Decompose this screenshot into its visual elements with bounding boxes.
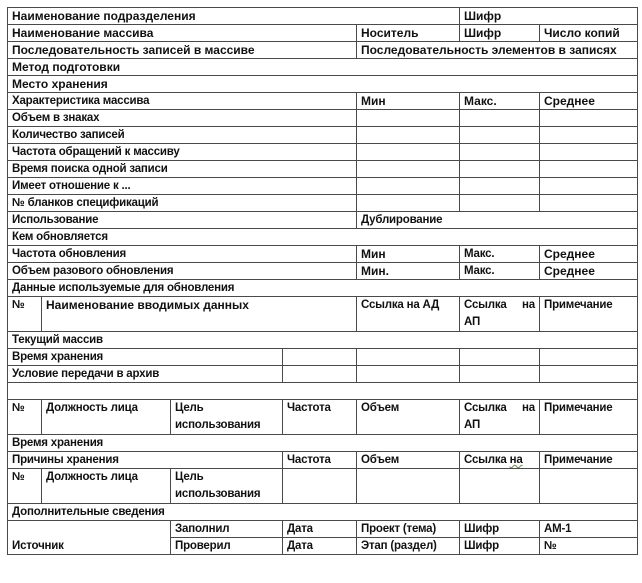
archive-condition-label: Условие передачи в архив: [8, 366, 283, 383]
row-update-data: [8, 280, 638, 297]
row-archive-condition: [8, 366, 638, 383]
row-storage-place: [8, 76, 638, 93]
max-cell[interactable]: [460, 178, 540, 195]
project-field[interactable]: Проект (тема): [357, 521, 460, 538]
record-sequence-field[interactable]: Последовательность записей в массиве: [8, 42, 357, 59]
additional-info-field[interactable]: Дополнительные сведения: [8, 504, 638, 521]
stage-field[interactable]: Этап (раздел): [357, 538, 460, 555]
archive-storage-time-field[interactable]: Время хранения: [8, 435, 638, 452]
archive-ref-header: [460, 452, 540, 469]
checked-by-field[interactable]: Проверил: [171, 538, 283, 555]
characteristic-label: Имеет отношение к ...: [8, 178, 357, 195]
users-frequency-header: Частота: [283, 400, 357, 435]
row-subdivision: [8, 8, 638, 25]
avg-cell[interactable]: [540, 127, 638, 144]
row-updated-by: [8, 229, 638, 246]
min-cell[interactable]: [357, 127, 460, 144]
filled-by-field[interactable]: Заполнил: [171, 521, 283, 538]
row-update-volume: [8, 263, 638, 280]
cell[interactable]: [540, 469, 638, 504]
row-archive-users: [8, 469, 638, 504]
form-number-field[interactable]: №: [540, 538, 638, 555]
update-frequency-max[interactable]: Макс.: [460, 246, 540, 263]
cell[interactable]: [460, 366, 540, 383]
users-ref-ap-header: Ссылка на АП: [460, 400, 540, 435]
element-sequence-field[interactable]: Последовательность элементов в записях: [357, 42, 638, 59]
archive-purpose-header: Цель использования: [171, 469, 283, 504]
row-filled: [8, 521, 638, 538]
usage-field[interactable]: Использование: [8, 212, 357, 229]
cell[interactable]: [540, 349, 638, 366]
updated-by-field[interactable]: Кем обновляется: [8, 229, 638, 246]
characteristic-label: Частота обращений к массиву: [8, 144, 357, 161]
max-cell[interactable]: [460, 110, 540, 127]
row-usage: [8, 212, 638, 229]
min-cell[interactable]: [357, 178, 460, 195]
min-cell[interactable]: [357, 161, 460, 178]
characteristic-row: [8, 110, 638, 127]
archive-frequency-header: Частота: [283, 452, 357, 469]
update-frequency-label: Частота обновления: [8, 246, 357, 263]
row-current-array: [8, 332, 638, 349]
archive-num-header: №: [8, 469, 42, 504]
row-current-storage-time: [8, 349, 638, 366]
update-volume-label: Объем разового обновления: [8, 263, 357, 280]
users-num-header: №: [8, 400, 42, 435]
input-name-header: Наименование вводимых данных: [42, 297, 357, 332]
max-cell[interactable]: [460, 144, 540, 161]
max-cell[interactable]: [460, 127, 540, 144]
row-blank: [8, 383, 638, 400]
cell[interactable]: [357, 366, 460, 383]
users-volume-header: Объем: [357, 400, 460, 435]
ref-ad-header: Ссылка на АД: [357, 297, 460, 332]
users-purpose-header: Цель использования: [171, 400, 283, 435]
characteristic-row: [8, 195, 638, 212]
min-cell[interactable]: [357, 110, 460, 127]
archive-volume-header: Объем: [357, 452, 460, 469]
row-characteristics-header: [8, 93, 638, 110]
update-volume-max[interactable]: Макс.: [460, 263, 540, 280]
avg-cell[interactable]: [540, 195, 638, 212]
storage-place-field[interactable]: Место хранения: [8, 76, 638, 93]
row-input-data-header: [8, 297, 638, 332]
filled-date-field[interactable]: Дата: [283, 521, 357, 538]
row-update-frequency: [8, 246, 638, 263]
max-cell[interactable]: [460, 161, 540, 178]
avg-cell[interactable]: [540, 144, 638, 161]
update-volume-min[interactable]: Мин.: [357, 263, 460, 280]
blank-cell[interactable]: [8, 383, 638, 400]
characteristic-row: [8, 144, 638, 161]
avg-header: Среднее: [540, 93, 638, 110]
row-array-name: [8, 25, 638, 42]
row-additional: [8, 504, 638, 521]
max-cell[interactable]: [460, 195, 540, 212]
characteristic-label: Время поиска одной записи: [8, 161, 357, 178]
row-storage-reasons: [8, 452, 638, 469]
archive-position-header: Должность лица: [42, 469, 171, 504]
characteristic-label: Объем в знаках: [8, 110, 357, 127]
ref-ap-header: Ссылка на АП: [460, 297, 540, 332]
source-field[interactable]: Источник: [8, 521, 171, 555]
copies-field[interactable]: Число копий: [540, 25, 638, 42]
update-volume-avg[interactable]: Среднее: [540, 263, 638, 280]
characteristic-label: Количество записей: [8, 127, 357, 144]
subdivision-name-field[interactable]: Наименование подразделения: [8, 8, 460, 25]
subdivision-cipher-field[interactable]: Шифр: [460, 8, 638, 25]
current-array-title: Текущий массив: [8, 332, 638, 349]
array-cipher-field[interactable]: Шифр: [460, 25, 540, 42]
cell[interactable]: [460, 469, 540, 504]
stage-cipher-field[interactable]: Шифр: [460, 538, 540, 555]
cell[interactable]: [283, 349, 357, 366]
archive-note-header: Примечание: [540, 452, 638, 469]
cell[interactable]: [283, 366, 357, 383]
prep-method-field[interactable]: Метод подготовки: [8, 59, 638, 76]
min-cell[interactable]: [357, 195, 460, 212]
current-storage-time-label: Время хранения: [8, 349, 283, 366]
storage-reasons-label: Причины хранения: [8, 452, 283, 469]
avg-cell[interactable]: [540, 110, 638, 127]
array-name-field[interactable]: Наименование массива: [8, 25, 357, 42]
row-users-header: [8, 400, 638, 435]
cell[interactable]: [460, 349, 540, 366]
cell[interactable]: [357, 349, 460, 366]
checked-date-field[interactable]: Дата: [283, 538, 357, 555]
cell[interactable]: [540, 366, 638, 383]
min-cell[interactable]: [357, 144, 460, 161]
min-header: Мин: [357, 93, 460, 110]
carrier-field[interactable]: Носитель: [357, 25, 460, 42]
update-frequency-min[interactable]: Мин: [357, 246, 460, 263]
cell[interactable]: [283, 469, 357, 504]
array-specification-form: [7, 7, 638, 555]
characteristic-row: [8, 161, 638, 178]
project-cipher-field[interactable]: Шифр: [460, 521, 540, 538]
form-code: АМ-1: [540, 521, 638, 538]
max-header: Макс.: [460, 93, 540, 110]
input-note-header: Примечание: [540, 297, 638, 332]
row-archive-storage-time: [8, 435, 638, 452]
characteristic-label: № бланков спецификаций: [8, 195, 357, 212]
cell[interactable]: [357, 469, 460, 504]
row-sequences: [8, 42, 638, 59]
ref-suffix: на: [509, 454, 523, 466]
users-position-header: Должность лица: [42, 400, 171, 435]
ref-prefix: Ссылка: [464, 454, 510, 466]
characteristic-row: [8, 127, 638, 144]
row-prep-method: [8, 59, 638, 76]
users-note-header: Примечание: [540, 400, 638, 435]
duplication-field[interactable]: Дублирование: [357, 212, 638, 229]
update-data-title: Данные используемые для обновления: [8, 280, 638, 297]
avg-cell[interactable]: [540, 178, 638, 195]
update-frequency-avg[interactable]: Среднее: [540, 246, 638, 263]
input-num-header: №: [8, 297, 42, 332]
characteristic-row: [8, 178, 638, 195]
avg-cell[interactable]: [540, 161, 638, 178]
characteristics-title: Характеристика массива: [8, 93, 357, 110]
